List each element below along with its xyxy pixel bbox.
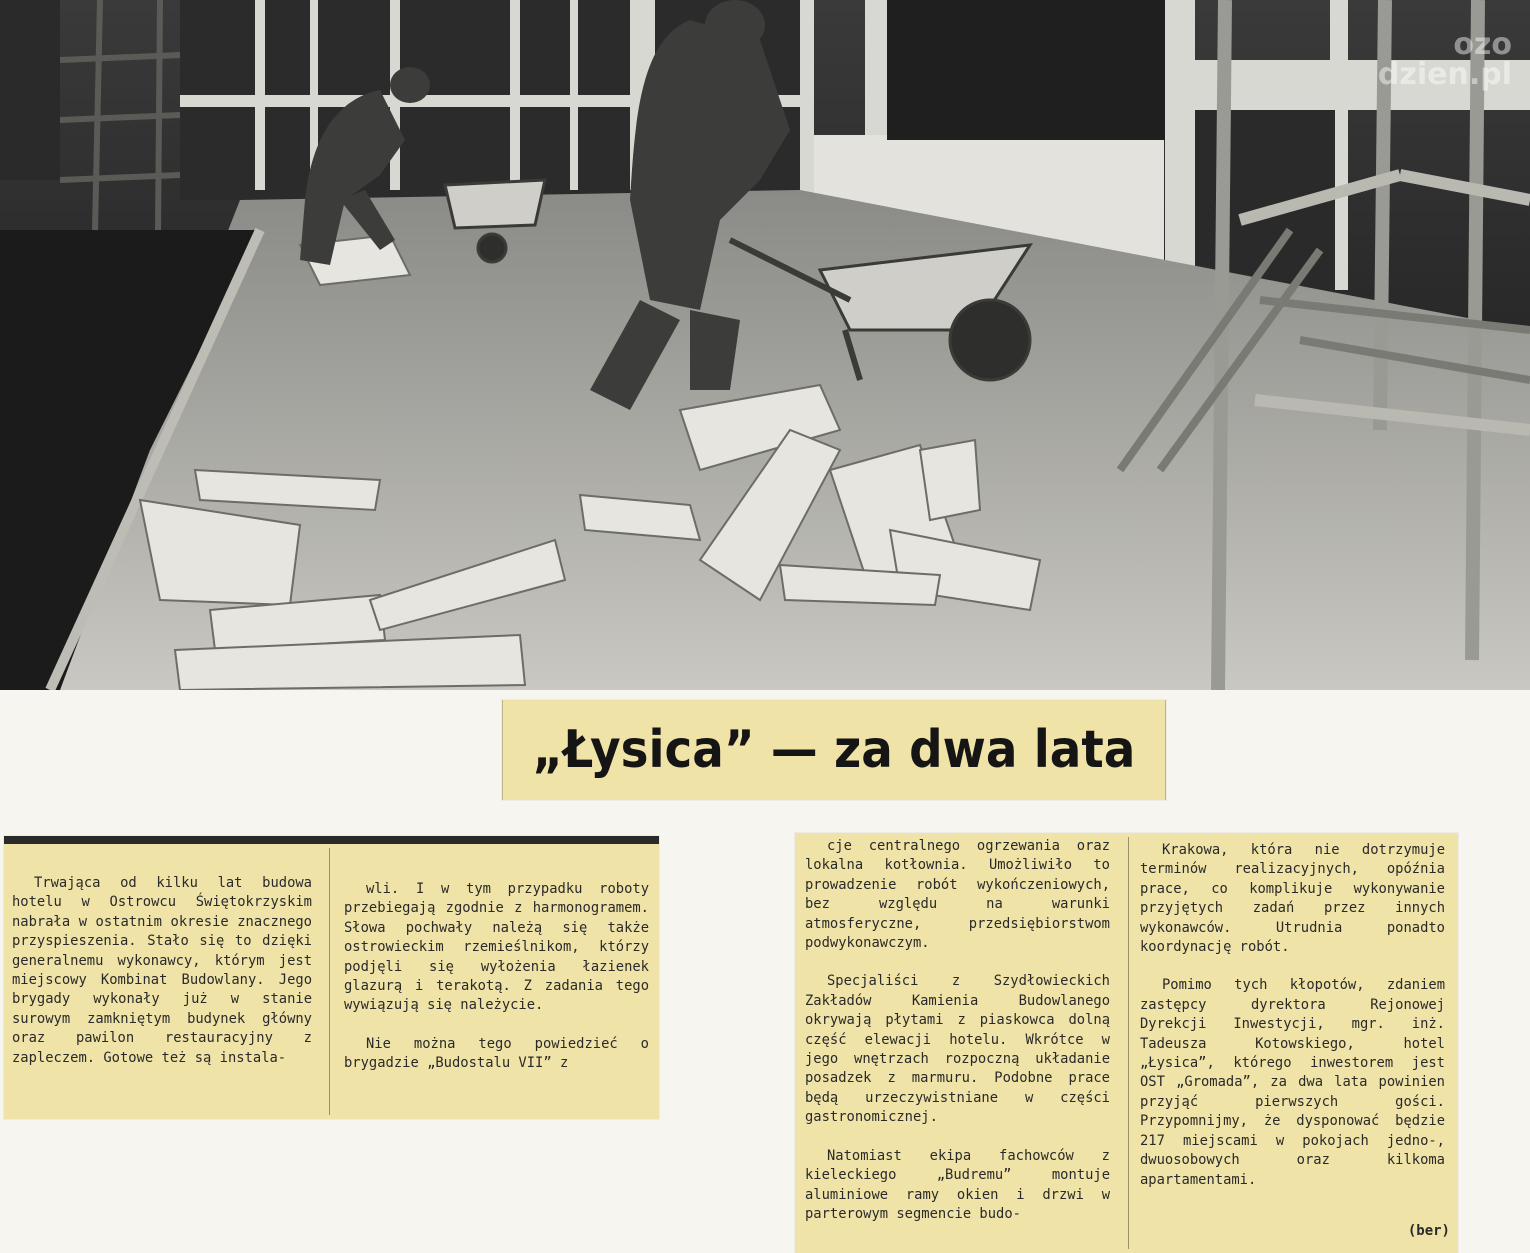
column-divider <box>329 848 330 1115</box>
paragraph: Nie można tego powiedzieć o brygadzie „Budostalu VII” z <box>344 1035 649 1072</box>
paragraph: Specjaliści z Szydłowieckich Zakładów Kamienia Budowlanego okrywają płytami z piaskowca dolną część elewacji hotelu. Wkrótce w jego wnętrzach rozpoczną układanie posadzek z marmuru. Podobne prace będą urzeczywistniane w części gastronomicznej. <box>805 973 1110 1126</box>
paragraph: Natomiast ekipa fachowców z kieleckiego „Budremu” montuje aluminiowe ramy okien i drzwi w parterowym segmencie budo- <box>805 1147 1110 1222</box>
article-column-4 <box>1140 841 1445 1190</box>
article-headline: „Łysica” — za dwa lata <box>532 720 1136 780</box>
column-divider <box>1128 837 1129 1249</box>
paragraph: Krakowa, która nie dotrzymuje terminów realizacyjnych, opóźnia prace, co komplikuje wykonywanie przyjętych zadań przez innych wykonawców. Utrudnia ponadto koordynację robót. <box>1140 842 1445 956</box>
article-column-1 <box>12 874 312 1068</box>
paragraph: Pomimo tych kłopotów, zdaniem zastępcy dyrektora Rejonowej Dyrekcji Inwestycji, mgr. inż. Tadeusza Kotowskiego, hotel „Łysica”, którego inwestorem jest OST „Gromada”, za dwa lata powinien przyjąć pierwszych gości. Przypomnijmy, że dysponować będzie 217 miejscami w pokojach jedno-, dwuosobowych oraz kilkoma apartamentami. <box>1140 977 1445 1188</box>
article-clipping-left <box>4 836 659 1119</box>
article-clipping-right <box>795 833 1458 1253</box>
headline-clipping <box>502 700 1166 800</box>
paragraph: Trwająca od kilku lat budowa hotelu w Ostrowcu Świętokrzyskim nabrała w ostatnim okresie znacznego przyspieszenia. Stało się to dzięki generalnemu wykonawcy, którym jest miejscowy Kombinat Budowlany. Jego brygady wykonały już w stanie surowym zamkniętym budynek główny oraz pawilon restauracyjny z zapleczem. Gotowe też są instala- <box>12 875 312 1066</box>
watermark-line-1: ozo <box>1453 27 1512 62</box>
paragraph: cje centralnego ogrzewania oraz lokalna kotłownia. Umożliwiło to prowadzenie robót wykończeniowych, bez względu na warunki atmosferyczne, przedsiębiorstwom podwykonawczym. <box>805 838 1110 952</box>
author-signature: (ber) <box>1407 1223 1450 1239</box>
article-column-2 <box>344 880 649 1074</box>
watermark-line-2: dzien.pl <box>1377 57 1512 92</box>
paragraph: wli. I w tym przypadku roboty przebiegają zgodnie z harmonogramem. Słowa pochwały należą się także ostrowieckim rzemieślnikom, którzy podjęli się wyłożenia łazienek glazurą i terakotą. Z zadania tego wywiązują się należycie. <box>344 881 649 1014</box>
article-column-3 <box>805 837 1110 1224</box>
watermark-logo <box>1377 27 1512 92</box>
